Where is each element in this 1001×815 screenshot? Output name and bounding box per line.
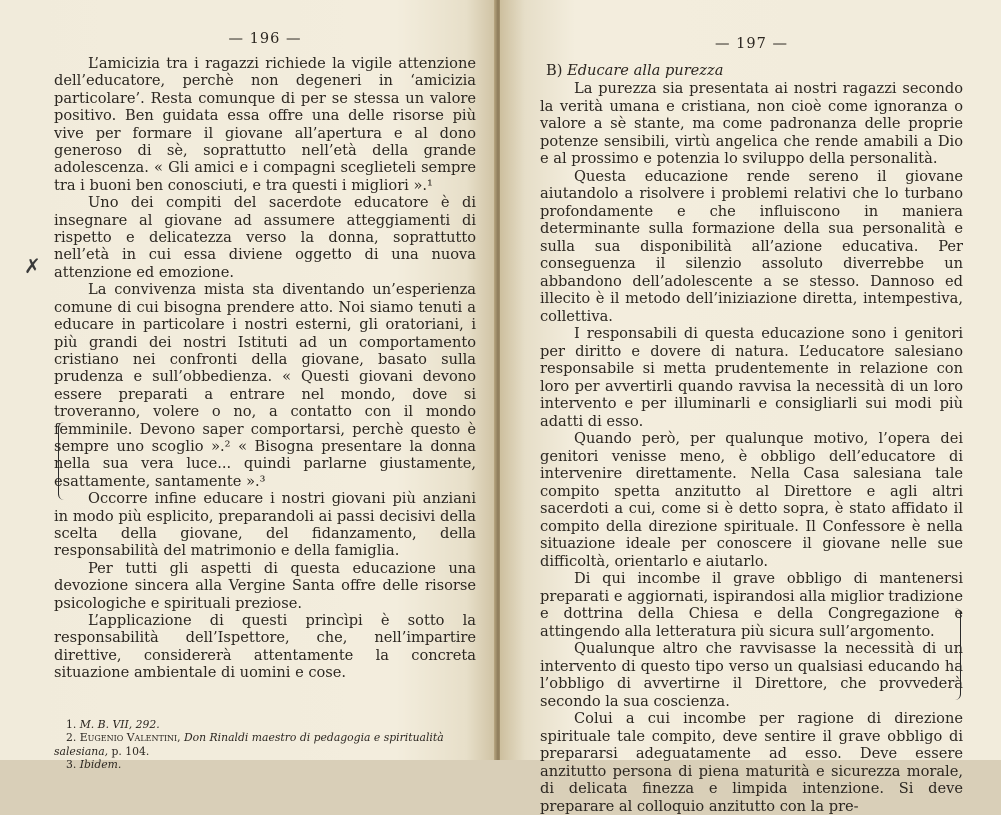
paragraph: Di qui incombe il grave obbligo di mantenersi preparati e aggiornati, ispirandosi alla miglior tradizione e dottrina della Chiesa e della Congregazione e attingendo alla letteratura più sicura sull’argomento. [540,570,963,640]
section-heading: B) Educare alla purezza [546,62,724,79]
paragraph: Quando però, per qualunque motivo, l’opera dei genitori venisse meno, è obbligo dell’educatore di intervenire direttamente. Nella Casa salesiana tale compito spetta anzitutto al Direttore e agli altri sacerdoti a cui, come si è detto sopra, è stato affidato il compito della direzione spirituale. Il Confessore è nella situazione ideale per conoscere il giovane nelle sue difficoltà, orientarlo e aiutarlo. [540,430,963,570]
paragraph: Per tutti gli aspetti di questa educazione una devozione sincera alla Vergine Santa offre delle risorse psicologiche e spirituali preziose. [54,559,476,612]
handwritten-bracket-mark-icon [953,608,961,700]
paragraph: Qualunque altro che ravvisasse la necessità di un intervento di questo tipo verso un qualsiasi educando ha l’obbligo di avvertirne il Direttore, che provvederà secondo la sua coscienza. [540,640,963,710]
left-page [0,0,496,772]
paragraph: Occorre infine educare i nostri giovani più anziani in modo più esplicito, preparandoli ai passi decisivi della scelta della giovane, del fidanzamento, della responsabilità del matrimonio e della famiglia. [54,490,476,560]
paragraph: Uno dei compiti del sacerdote educatore è di insegnare al giovane ad assumere atteggiamenti di rispetto e delicatezza verso la donna, soprattutto nell’età in cui essa diviene oggetto di una nuova attenzione ed emozione. [54,194,476,281]
footnote-3: 3. Ibidem. [66,758,122,772]
paragraph: Colui a cui incombe per ragione di direzione spirituale tale compito, deve sentire il grave obbligo di prepararsi adeguatamente ad esso. Deve essere anzitutto persona di piena maturità e sicurezza morale, di delicata finezza e limpida intenzione. Si deve preparare al colloquio anzitutto con la pre- [540,710,963,815]
footnote-2-continued: salesiana, p. 104. [54,744,150,758]
paragraph: La purezza sia presentata ai nostri ragazzi secondo la verità umana e cristiana, non cioè come ignoranza o valore a sè stante, ma come padronanza delle proprie potenze sensibili, virtù angelica che rende amabili a Dio e al prossimo e potenzia lo sviluppo della personalità. [540,80,963,167]
paragraph: L’amicizia tra i ragazzi richiede la vigile attenzione dell’educatore, perchè non degeneri in ‘amicizia particolare’. Resta comunque di per se stessa un valore positivo. Ben guidata essa offre una delle risorse più vive per formare il giovane all’apertura e al dono generoso di sè, soprattutto nell’età della grande adolescenza. « Gli amici e i compagni sceglieteli sempre tra i buoni ben conosciuti, e tra questi i migliori ».¹ [54,55,476,194]
page-number-left: — 196 — [228,31,302,47]
right-page [500,0,1001,815]
page-number-right: — 197 — [715,36,788,52]
paragraph: L’applicazione di questi princìpi è sotto la responsabilità dell’Ispettore, che, nell’impartire direttive, considererà attentamente la concreta situazione ambientale di uomini e cose. [54,612,476,682]
paragraph: I responsabili di questa educazione sono i genitori per diritto e dovere di natura. L’educatore salesiano responsabile si metta prudentemente in relazione con loro per avvertirli quando ravvisa la necessità di un loro intervento e per illuminarli e consigliarli sui modi più adatti di esso. [540,325,963,430]
paragraph: La convivenza mista sta diventando un’esperienza comune di cui bisogna prendere atto. Noi siamo tenuti a educare in particolare i nostri esterni, gli oratoriani, i più grandi dei nostri Istituti ad un comportamento cristiano nei confronti della giovane, basato sulla prudenza e sull’obbedienza. « Questi giovani devono essere preparati a entrare nel mondo, dove si troveranno, volere o no, a contatto con il mondo femminile. Devono saper comportarsi, perchè questo è sempre uno scoglio ».² « Bisogna presentare la donna nella sua vera luce... quindi parlarne giustamente, esattamente, santamente ».³ [54,281,476,490]
handwritten-cross-mark-icon: ✗ [24,254,41,278]
handwritten-bracket-mark-icon [58,422,66,500]
footnote-2: 2. Eugenio Valentini, Don Rinaldi maestro di pedagogia e spiritualità [66,731,444,745]
footnotes [54,718,476,772]
left-body-text [54,55,476,682]
footnote-1: 1. M. B. VII, 292. [66,717,160,731]
right-body-text [540,80,963,815]
paragraph: Questa educazione rende sereno il giovane aiutandolo a risolvere i problemi relativi che lo turbano profondamente e che influiscono in maniera determinante sulla formazione della sua personalità e sulla sua disponibilità all’azione educativa. Per conseguenza il silenzio assoluto diverrebbe un abbandono dell’adolescente a se stesso. Dannoso ed illecito è il metodo dell’iniziazione diretta, intempestiva, collettiva. [540,167,963,325]
